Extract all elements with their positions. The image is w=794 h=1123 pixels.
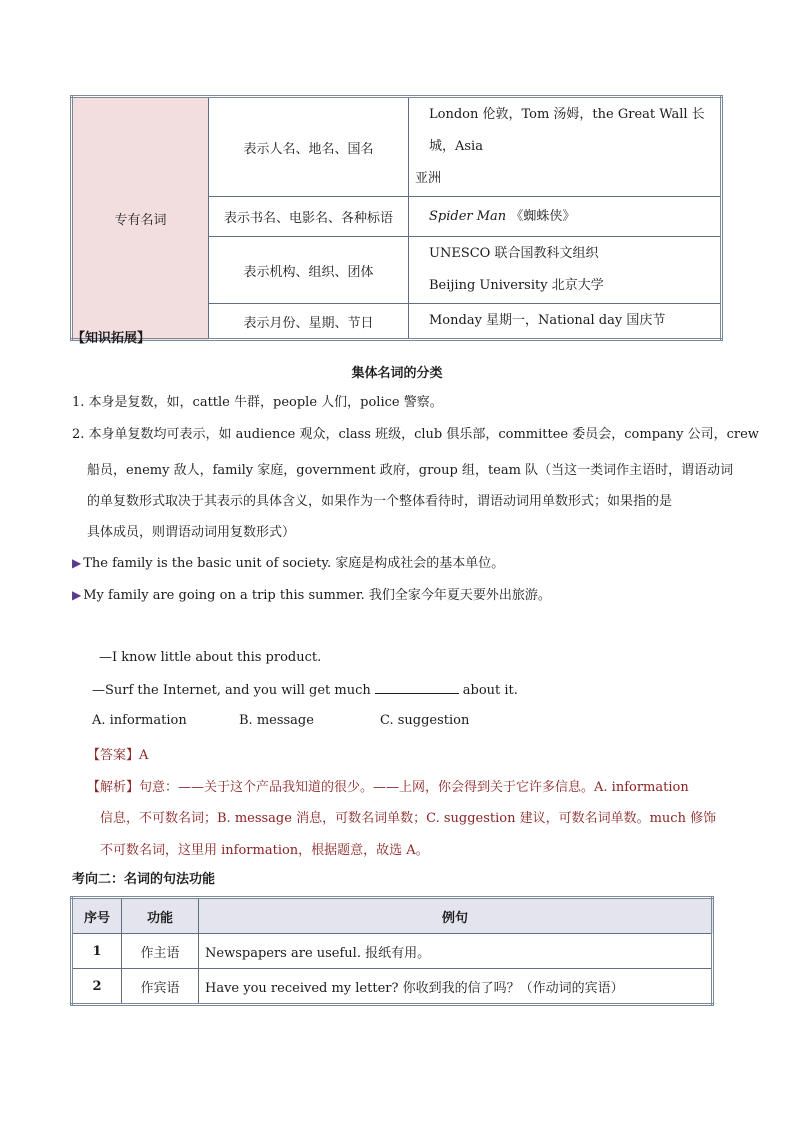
answer-label: 【答案】 [87, 748, 140, 763]
table-row [72, 969, 713, 1005]
example-cell [409, 237, 722, 304]
knowledge-item-1: 1. 本身是复数，如，cattle 牛群，people 人们，police 警察。 [72, 395, 443, 410]
example-cell [409, 197, 722, 237]
example-line: Beijing University 北京大学 [429, 278, 604, 293]
header-no: 序号 [72, 898, 122, 934]
analysis-line: 信息，不可数名词；B. message 消息，可数名词单数；C. suggestion 建议，可数名词单数。much 修饰 [100, 811, 717, 826]
option-a: A. information [92, 713, 187, 728]
knowledge-item-2-line: 2. 本身单复数均可表示，如 audience 观众，class 班级，club 俱乐部，committee 委员会，company 公司，crew [72, 427, 759, 442]
knowledge-item-2-line: 的单复数形式取决于其表示的具体含义，如果作为一个整体看待时，谓语动词用单数形式；如果指的是 [87, 494, 673, 509]
dialog-line-1: —I know little about this product. [99, 650, 322, 665]
example-line: UNESCO 联合国教科文组织 [429, 246, 599, 261]
dialog-line-2: —Surf the Internet, and you will get much about it. [92, 683, 518, 698]
row-function: 作宾语 [122, 969, 199, 1005]
analysis-label: 【解析】 [87, 780, 140, 795]
example-italic: Spider Man [429, 208, 507, 224]
proper-noun-table [70, 95, 723, 341]
example-cell [409, 97, 722, 197]
example-line: London 伦敦，Tom 汤姆，the Great Wall 长城，Asia [429, 107, 705, 154]
row-function: 作主语 [122, 934, 199, 969]
row-no: 2 [72, 969, 122, 1005]
example-rest: 《蜘蛛侠》 [510, 208, 576, 224]
analysis-line: 不可数名词，这里用 information，根据题意，故选 A。 [100, 843, 429, 858]
row-no: 1 [72, 934, 122, 969]
example-line: 亚洲 [415, 171, 442, 186]
usage-cell: 表示人名、地名、国名 [209, 97, 409, 197]
knowledge-item-2-line: 具体成员，则谓语动词用复数形式） [87, 525, 296, 540]
answer-blank [375, 681, 459, 694]
answer-line [87, 744, 148, 763]
section-heading: 考向二：名词的句法功能 [72, 872, 216, 887]
function-table [70, 896, 714, 1006]
example-cell [409, 304, 722, 340]
triangle-bullet-icon: ▶ [72, 556, 82, 570]
example-sentence-1: ▶ The family is the basic unit of society. 家庭是构成社会的基本单位。 [72, 556, 505, 571]
answer-value: A [139, 748, 149, 763]
option-b: B. message [239, 713, 314, 728]
table-row [72, 934, 713, 969]
usage-cell: 表示书名、电影名、各种标语 [209, 197, 409, 237]
header-example: 例句 [199, 898, 713, 934]
option-c: C. suggestion [380, 713, 470, 728]
usage-cell: 表示机构、组织、团体 [209, 237, 409, 304]
knowledge-title: 集体名词的分类 [351, 366, 443, 381]
analysis-line: 【解析】句意：——关于这个产品我知道的很少。——上网，你会得到关于它许多信息。A. information [87, 780, 689, 795]
knowledge-item-2-line: 船员，enemy 敌人，family 家庭，government 政府，group 组，team 队（当这一类词作主语时，谓语动词 [87, 463, 734, 478]
row-example: Have you received my letter? 你收到我的信了吗？（作动词的宾语） [199, 969, 713, 1005]
row-example: Newspapers are useful. 报纸有用。 [199, 934, 713, 969]
example-line: Monday 星期一，National day 国庆节 [429, 313, 666, 328]
category-cell: 专有名词 [72, 97, 209, 340]
usage-cell: 表示月份、星期、节日 [209, 304, 409, 340]
triangle-bullet-icon: ▶ [72, 588, 82, 602]
example-sentence-2: ▶ My family are going on a trip this summer. 我们全家今年夏天要外出旅游。 [72, 588, 551, 603]
knowledge-heading: 【知识拓展】 [72, 331, 151, 346]
header-function: 功能 [122, 898, 199, 934]
